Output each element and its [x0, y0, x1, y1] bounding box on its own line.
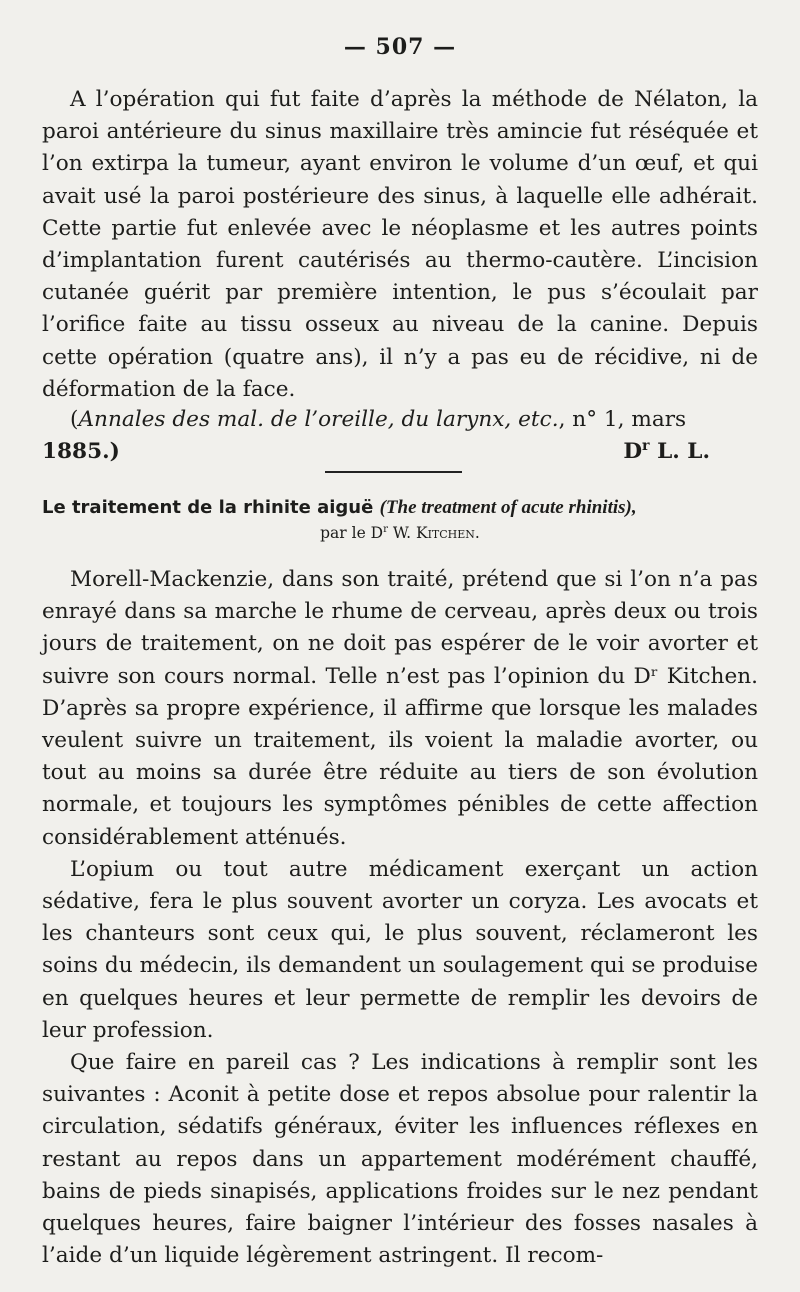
- article-byline: [0, 522, 800, 544]
- article-body: [42, 564, 758, 1272]
- body-paragraph-3: Que faire en pareil cas ? Les indications à remplir sont les suivantes : Aconit à petite dose et repos absolue pour ralentir la circulation, sédatifs généraux, éviter les influences réflexes en restant au repos dans un appartement modérément chauffé, bains de pieds sinapisés, applications froides sur le nez pendant quelques heures, faire baigner l’intérieur des fosses nasales à l’aide d’un liquide légèrement astringent. Il recom-: [42, 1050, 758, 1269]
- body-paragraph-2: L’opium ou tout autre médicament exerçant un action sédative, fera le plus souvent avorter un coryza. Les avocats et les chanteurs sont ceux qui, le plus souvent, réclameront les soins du médecin, ils demandent un soulagement qui se produise en quelques heures et leur permette de remplir les devoirs de leur profession.: [42, 856, 758, 1043]
- citation-issue: , n° 1, mars: [558, 407, 687, 432]
- citation: [42, 404, 758, 468]
- byline-sup: r: [383, 523, 388, 535]
- author-prefix: D: [623, 439, 643, 465]
- author-initials: L. L.: [649, 439, 710, 465]
- article-title: [42, 495, 758, 521]
- citation-line-1: [42, 404, 758, 436]
- citation-author: [623, 436, 758, 468]
- byline-name: W. Kitchen.: [388, 524, 480, 542]
- article-title-fr: Le traitement de la rhinite aiguë: [42, 497, 374, 518]
- intro-paragraph-block: [42, 84, 758, 406]
- body-paragraph-1: Morell-Mackenzie, dans son traité, prétend que si l’on n’a pas enrayé dans sa marche le rhume de cerveau, après deux ou trois jours de traitement, on ne doit pas espérer de le voir avorter et suivre son cours normal. Telle n’est pas l’opinion du Dʳ Kitchen. D’après sa propre expérience, il affirme que lorsque les malades veulent suivre un traitement, ils voient la maladie avorter, ou tout au moins sa durée être réduite au tiers de son évolution normale, et toujours les symptômes pénibles de cette affection considérablement atténués.: [42, 567, 758, 850]
- intro-paragraph: A l’opération qui fut faite d’après la méthode de Nélaton, la paroi antérieure du sinus maxillaire très amincie fut réséquée et l’on extirpa la tumeur, ayant environ le volume d’un œuf, et qui avait usé la paroi postérieure des sinus, à laquelle elle adhérait. Cette partie fut enlevée avec le néoplasme et les autres points d’implantation furent cautérisés au thermo-cautère. L’incision cutanée guérit par première intention, le pus s’écoulait par l’orifice faite au tissu osseux au niveau de la canine. Depuis cette opération (quatre ans), il n’y a pas eu de récidive, ni de déformation de la face.: [42, 87, 758, 402]
- citation-line-2: [42, 436, 758, 468]
- citation-year: 1885.): [42, 439, 120, 465]
- citation-open: (: [70, 407, 79, 432]
- section-divider: [325, 471, 462, 473]
- author-sup: r: [642, 438, 650, 455]
- article-title-en: (The treatment of acute rhinitis),: [379, 497, 637, 518]
- citation-source: Annales des mal. de l’oreille, du larynx, etc.: [78, 407, 559, 432]
- page-number: — 507 —: [343, 34, 457, 60]
- byline-prefix: par le D: [320, 524, 384, 542]
